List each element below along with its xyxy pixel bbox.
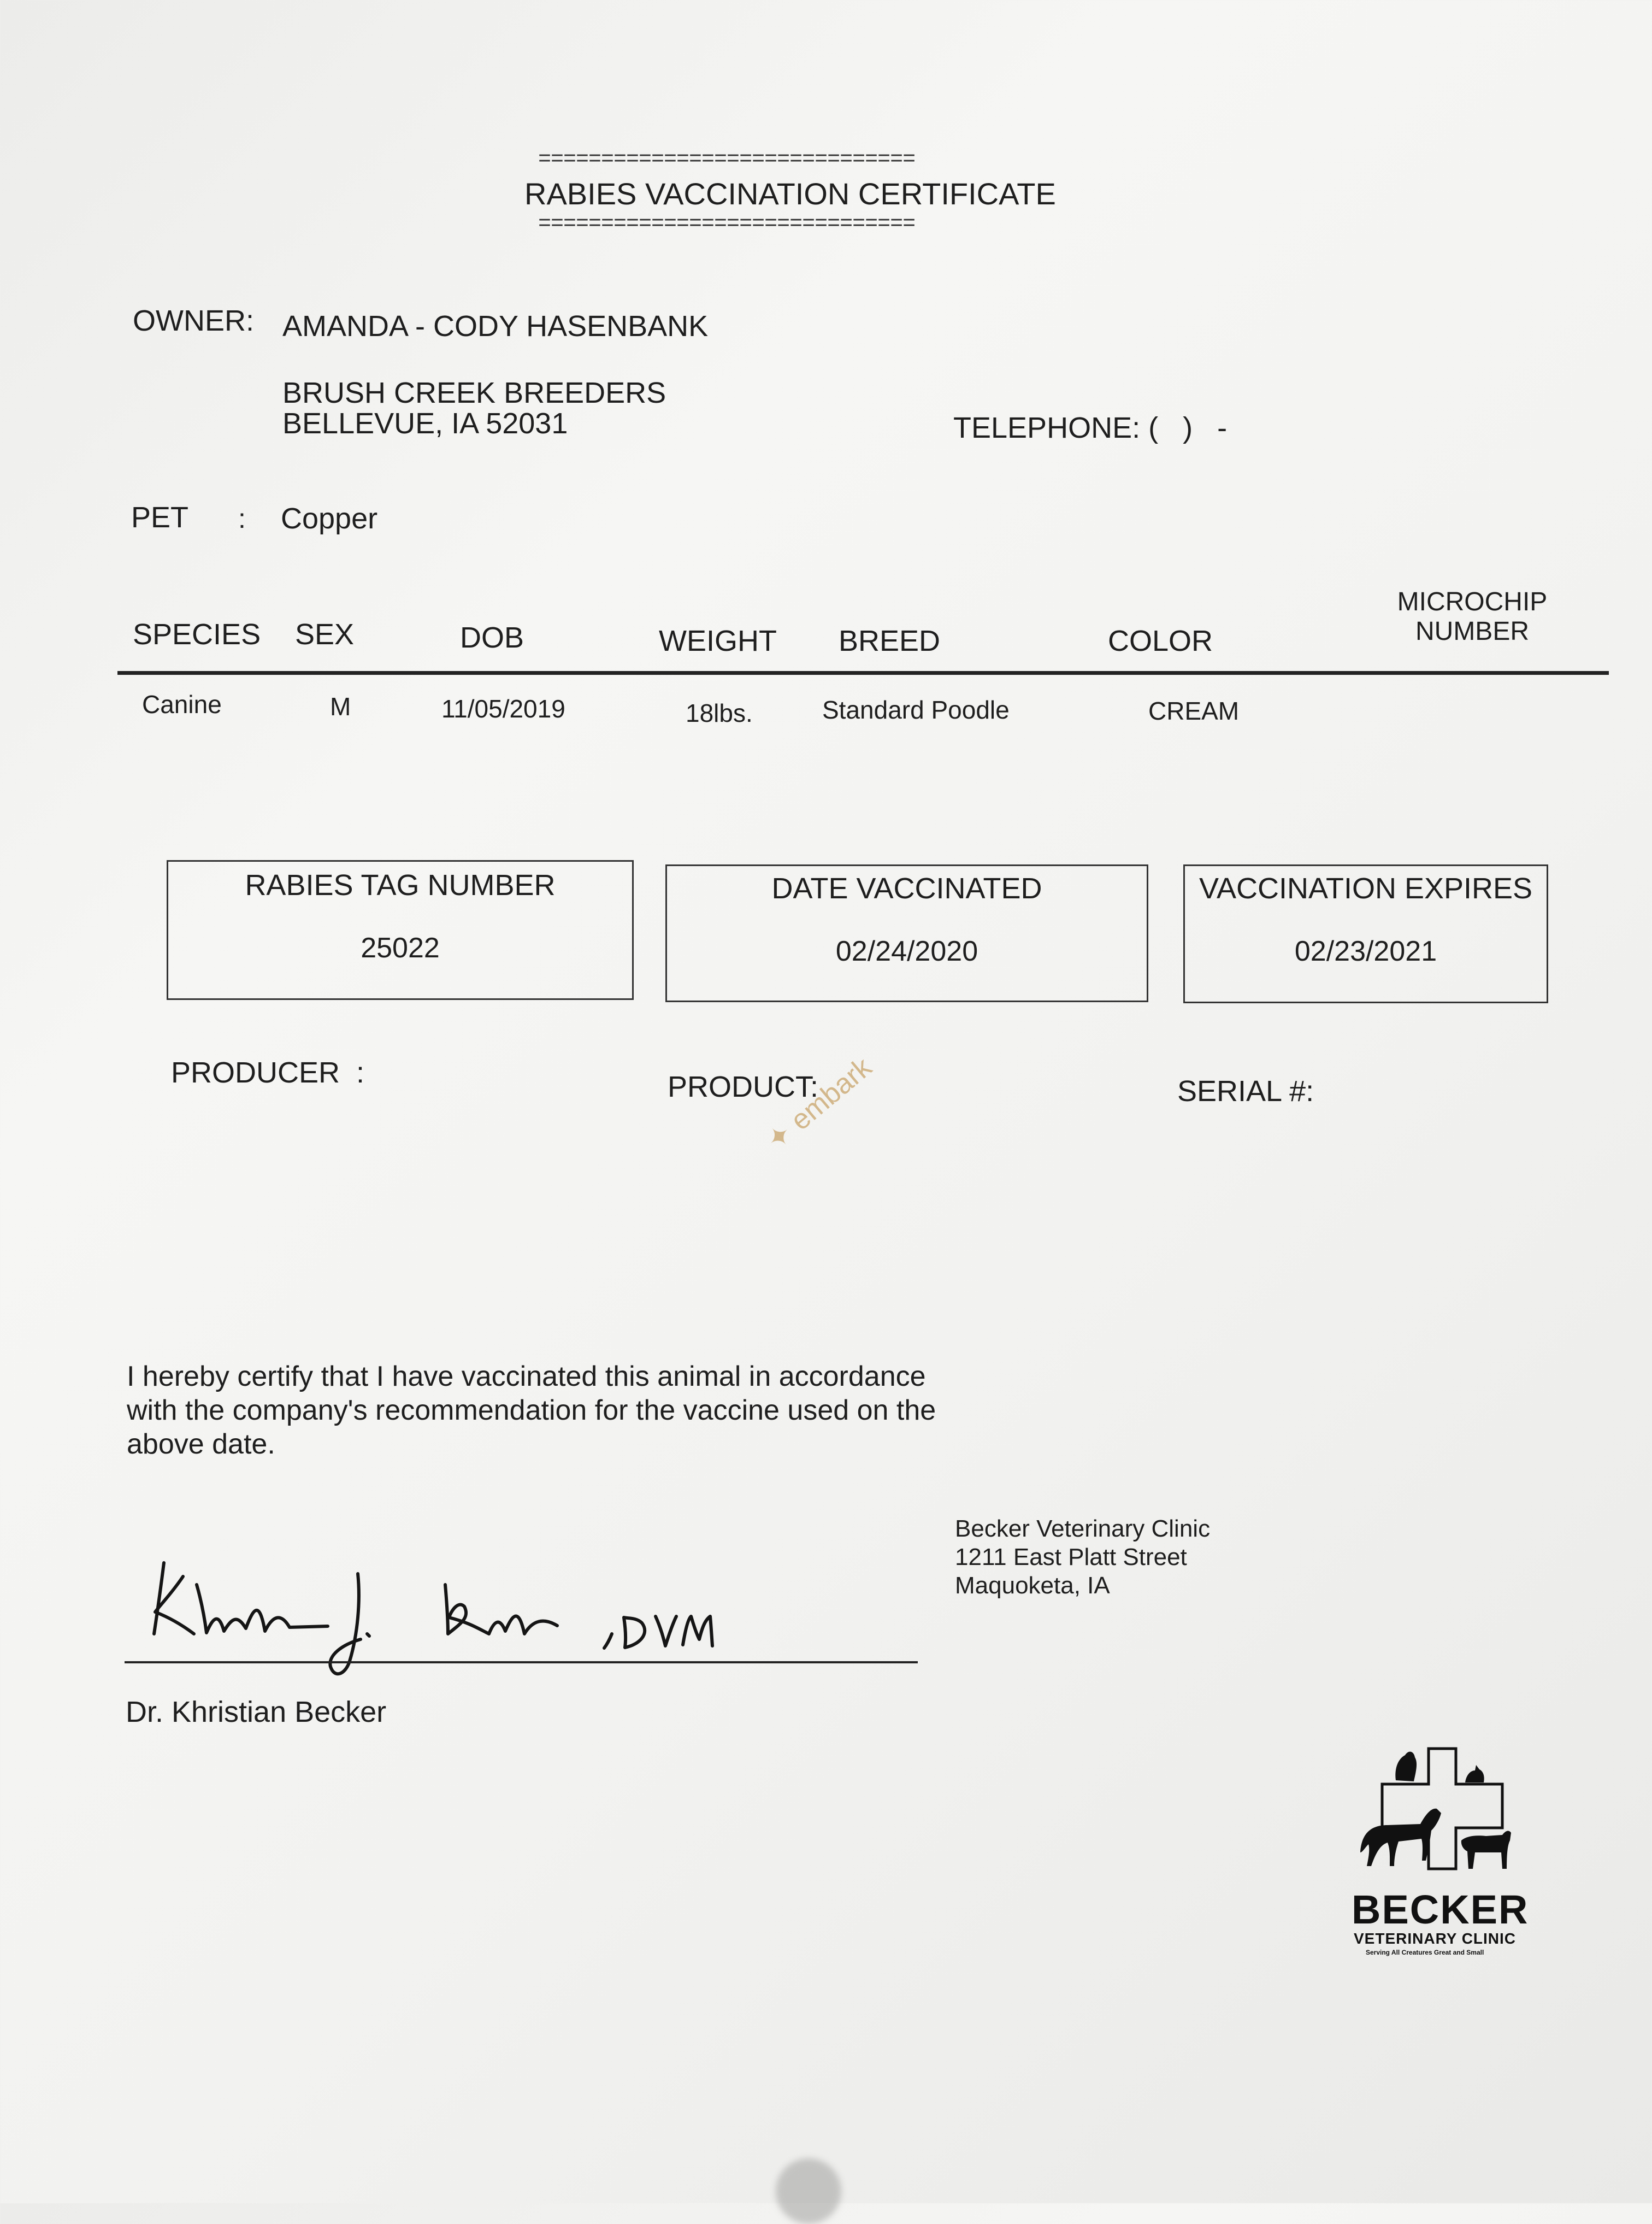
pet-name: Copper	[281, 502, 378, 535]
vaccination-expires-value: 02/23/2021	[1294, 936, 1437, 967]
rabies-tag-box	[167, 860, 634, 1000]
cell-dob: 11/05/2019	[441, 695, 565, 723]
owner-label: OWNER:	[133, 304, 254, 337]
cell-weight: 18lbs.	[686, 699, 753, 727]
signature-scribble	[142, 1552, 716, 1688]
clinic-name: Becker Veterinary Clinic	[955, 1515, 1211, 1542]
col-color: COLOR	[1108, 625, 1213, 657]
signature-line	[125, 1661, 918, 1663]
signature-script-text	[148, 1585, 329, 1603]
cross-animals-icon	[1344, 1743, 1541, 1891]
document-title: RABIES VACCINATION CERTIFICATE	[524, 176, 1056, 211]
title-rule-top: ==============================	[538, 148, 916, 172]
cell-species: Canine	[142, 690, 222, 719]
paper-shadow	[776, 2158, 841, 2224]
cell-breed: Standard Poodle	[822, 696, 1010, 724]
cell-color: CREAM	[1148, 697, 1240, 725]
owner-name: AMANDA - CODY HASENBANK	[282, 310, 709, 343]
signature	[142, 1552, 716, 1688]
col-dob: DOB	[460, 621, 524, 654]
col-weight: WEIGHT	[659, 625, 777, 657]
rabies-tag-value: 25022	[361, 932, 440, 964]
date-vaccinated-box	[665, 864, 1148, 1002]
col-species: SPECIES	[133, 618, 261, 651]
embark-watermark-text: embark	[784, 1051, 878, 1137]
title-rule-bottom: ==============================	[538, 212, 916, 237]
serial-label: SERIAL #:	[1177, 1075, 1314, 1108]
clinic-city: Maquoketa, IA	[955, 1572, 1110, 1599]
owner-address-line2: BELLEVUE, IA 52031	[282, 407, 568, 440]
clinic-street: 1211 East Platt Street	[955, 1544, 1187, 1570]
pet-colon: :	[238, 503, 246, 534]
date-vaccinated-label: DATE VACCINATED	[771, 872, 1042, 905]
clinic-address	[955, 1515, 1210, 1600]
col-microchip-line1: MICROCHIP	[1397, 587, 1548, 616]
signer-name: Dr. Khristian Becker	[126, 1696, 387, 1728]
owner-address-line1: BRUSH CREEK BREEDERS	[282, 376, 666, 409]
col-microchip	[1377, 587, 1568, 646]
cell-sex: M	[330, 692, 351, 721]
logo-tagline: Serving All Creatures Great and Small	[1366, 1949, 1484, 1956]
embark-watermark-icon: ✦	[760, 1117, 799, 1157]
product-label: PRODUCT:	[668, 1070, 819, 1103]
embark-watermark	[760, 1051, 878, 1157]
logo-name: BECKER	[1352, 1887, 1529, 1932]
certification-statement: I hereby certify that I have vaccinated this animal in accordance with the company's recommendation for the vaccine used on the above date.	[127, 1361, 936, 1460]
rabies-tag-label: RABIES TAG NUMBER	[245, 869, 556, 902]
date-vaccinated-value: 02/24/2020	[835, 936, 978, 967]
table-header-rule	[117, 671, 1609, 675]
pet-label: PET	[131, 501, 189, 534]
owner-telephone: TELEPHONE: ( ) -	[953, 411, 1228, 444]
col-microchip-line2: NUMBER	[1415, 617, 1529, 646]
becker-logo	[1344, 1743, 1541, 1962]
col-breed: BREED	[839, 625, 941, 657]
vaccination-expires-box	[1183, 864, 1548, 1003]
logo-subtitle: VETERINARY CLINIC	[1354, 1930, 1517, 1947]
vaccination-expires-label: VACCINATION EXPIRES	[1199, 872, 1533, 905]
producer-label: PRODUCER :	[171, 1056, 365, 1089]
col-sex: SEX	[295, 618, 355, 651]
